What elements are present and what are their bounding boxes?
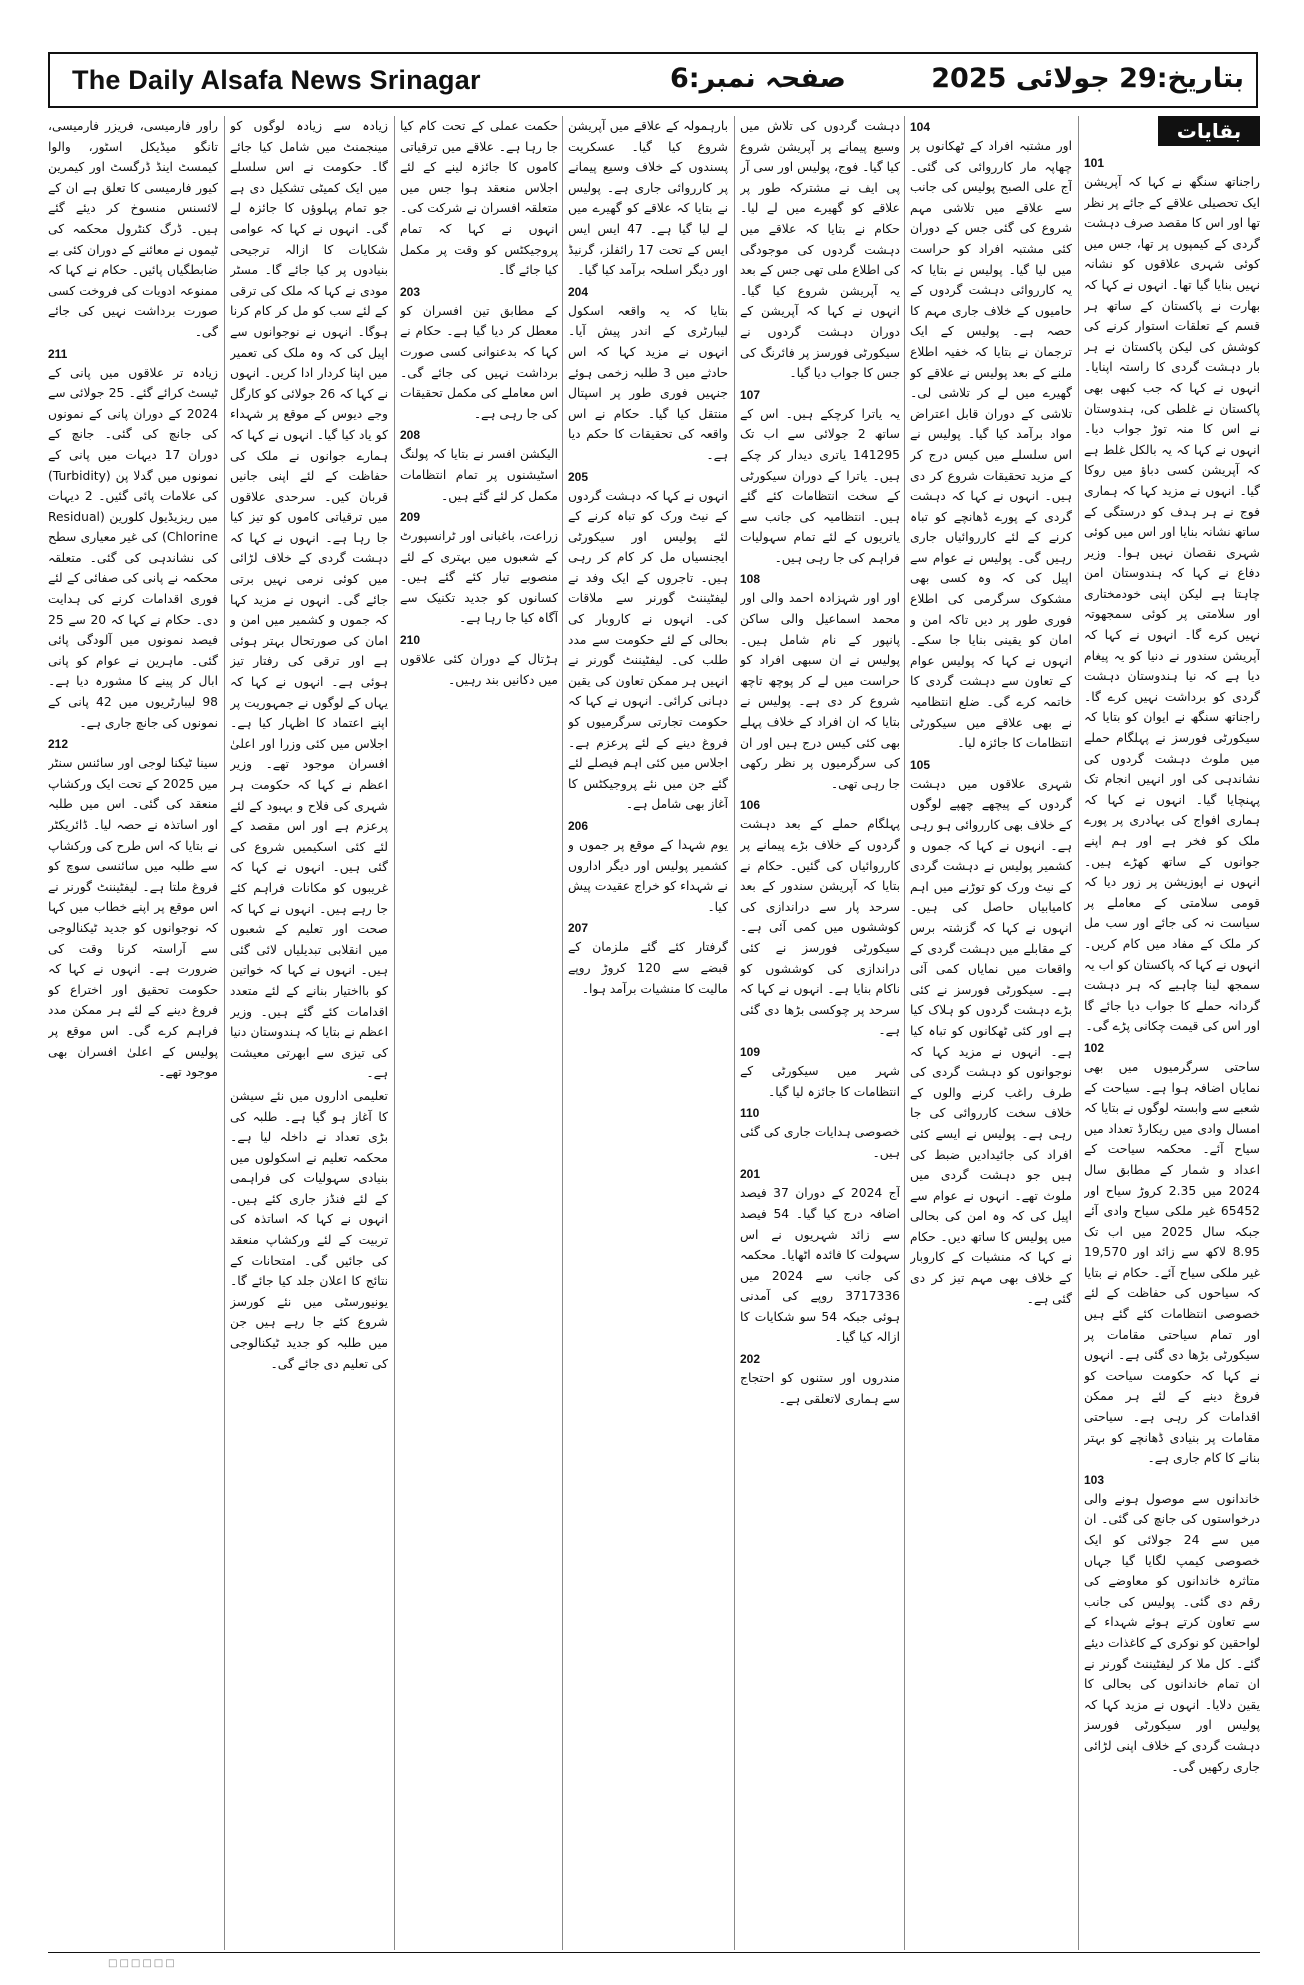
continuation-number: 201 [740, 1167, 761, 1182]
article-text: حکمت عملی کے تحت کام کیا جا رہا ہے۔ علاقے میں ترقیاتی کاموں کا جائزہ لینے کے لئے اجلاس منعقد ہوا جس میں متعلقہ افسران نے شرکت کی۔ انہوں نے کہا کہ تمام پروجیکٹس کو وقت پر مکمل کیا جائے گا۔ [400, 119, 558, 278]
article-text: اور مشتبہ افراد کے ٹھکانوں پر چھاپہ مار کارروائی کی گئی۔ آج علی الصبح پولیس کی جانب سے علاقے میں تلاشی مہم شروع کی گئی جس کے دوران کئی مشتبہ افراد کو حراست میں لیا گیا۔ پولیس نے بتایا کہ یہ کارروائی دہشت گردوں کے حامیوں کے خلاف جاری مہم کا حصہ ہے۔ پولیس کے ایک ترجمان نے بتایا کہ خفیہ اطلاع ملنے کے بعد پولیس نے علاقے کو گھیرے میں لے کر تلاشی لی۔ تلاشی کے دوران قابل اعتراض مواد برآمد کیا گیا۔ پولیس نے اس سلسلے میں کیس درج کر کے مزید تحقیقات شروع کر دی ہیں۔ انہوں نے کہا کہ دہشت گردی کے پورے ڈھانچے کو تباہ کرنے کے لئے کارروائیاں جاری رہیں گی۔ پولیس نے عوام سے اپیل کی کہ وہ کسی بھی مشکوک سرگرمی کی اطلاع فوری طور پر دیں تاکہ امن و امان کو یقینی بنایا جا سکے۔ انہوں نے کہا کہ پولیس عوام کے تعاون سے دہشت گردی کا خاتمہ کرے گی۔ ضلع انتظامیہ نے بھی علاقے میں سیکورٹی انتظامات کا جائزہ لیا۔ [910, 139, 1072, 751]
article-text: یوم شہدا کے موقع پر جموں و کشمیر پولیس اور دیگر اداروں نے شہداء کو خراج عقیدت پیش کیا۔ [568, 838, 728, 914]
issue-date: بتاریخ:29 جولائی 2025 [931, 63, 1244, 94]
article-text: الیکشن افسر نے بتایا کہ پولنگ اسٹیشنوں پر تمام انتظامات مکمل کر لئے گئے ہیں۔ [400, 447, 558, 503]
article-text: انہوں نے کہا کہ دہشت گردوں کے نیٹ ورک کو تباہ کرنے کے لئے پولیس اور سیکورٹی ایجنسیاں مل کر کام کر رہی ہیں۔ تاجروں کے ایک وفد نے لیفٹیننٹ گورنر سے ملاقات کی۔ انہوں نے کاروبار کی بحالی کے لئے حکومت سے مدد طلب کی۔ لیفٹیننٹ گورنر نے انہیں ہر ممکن تعاون کی یقین دہانی کرائی۔ انہوں نے کہا کہ حکومت تجارتی سرگرمیوں کو فروغ دینے کے لئے پرعزم ہے۔ اجلاس میں کئی اہم فیصلے لئے گئے جن میں نئے پروجیکٹس کا آغاز بھی شامل ہے۔ [568, 488, 728, 812]
continuation-number: 204 [568, 284, 589, 299]
continuation-number: 104 [910, 120, 931, 134]
article-columns [48, 116, 1260, 1950]
column-divider [562, 116, 563, 1950]
continuation-number: 207 [568, 921, 589, 936]
continuation-number: 211 [48, 346, 68, 361]
continuation-number: 208 [400, 428, 421, 443]
continuation-number: 101 [1084, 156, 1105, 170]
article-text: خاندانوں سے موصول ہونے والی درخواستوں کی جانچ کی گئی۔ ان میں سے 24 جولائی کو ایک خصوصی کیمپ لگایا گیا جہاں متاثرہ خاندانوں کو معاوضے کی رقم دی گئی۔ پولیس کی جانب سے تعاون کرتے ہوئے شہداء کے لواحقین کو نوکری کے کاغذات دیئے گئے۔ کل ملا کر لیفٹیننٹ گورنر نے ان تمام خاندانوں کی بحالی کا یقین دلایا۔ انہوں نے مزید کہا کہ پولیس اور سیکورٹی فورسز دہشت گردی کے خلاف اپنی لڑائی جاری رکھیں گی۔ [1084, 1491, 1260, 1774]
continuation-number: 105 [910, 757, 931, 772]
continuation-number: 203 [400, 284, 421, 299]
continuation-number: 108 [740, 572, 761, 587]
article-text: ساحتی سرگرمیوں میں بھی نمایاں اضافہ ہوا ہے۔ سیاحت کے شعبے سے وابستہ لوگوں نے بتایا کہ امسال وادی میں ریکارڈ تعداد میں سیاح آئے۔ محکمہ سیاحت کے اعداد و شمار کے مطابق سال 2024 میں 2.35 کروڑ سیاح اور 65452 غیر ملکی سیاح وادی آئے جبکہ سال 2025 میں اب تک 8.95 لاکھ سے زائد اور 19,570 غیر ملکی سیاح آئے۔ حکام نے بتایا کہ سیاحوں کی حفاظت کے لئے خصوصی انتظامات کئے گئے ہیں اور تمام سیاحتی مقامات پر سیکورٹی بڑھا دی گئی ہے۔ انہوں نے کہا کہ حکومت سیاحت کو فروغ دینے کے لئے ہر ممکن اقدامات کر رہی ہے۔ سیاحتی مقامات پر بنیادی ڈھانچے کو بہتر بنانے کا کام جاری ہے۔ [1084, 1059, 1260, 1466]
article-text: کے مطابق تین افسران کو معطل کر دیا گیا ہے۔ حکام نے کہا کہ بدعنوانی کسی صورت برداشت نہیں کی جائے گی۔ اس معاملے کی مکمل تحقیقات کی جا رہی ہے۔ [400, 303, 558, 421]
column-divider [904, 116, 905, 1950]
article-text: زیادہ تر علاقوں میں پانی کے ٹیسٹ کرائے گئے۔ 25 جولائی سے 2024 کے دوران پانی کے نمونوں کی جانچ کی گئی۔ جانچ کے دوران 17 دیہات میں پانی کے نمونوں میں گدلا پن (Turbidity) کی علامات پائی گئیں۔ 2 دیہات میں ریزیڈیول کلورین (Residual Chlorine) کی غیر معیاری سطح کی نشاندہی کی گئی۔ متعلقہ محکمہ نے پانی کی صفائی کے لئے فوری اقدامات کرنے کی ہدایت دی۔ حکام نے کہا کہ 20 سے 25 فیصد نمونوں میں آلودگی پائی گئی۔ ماہرین نے عوام کو پانی ابال کر پینے کا مشورہ دیا ہے۔ 98 لیبارٹریوں میں 42 پانی کے نمونوں کی جانچ جاری ہے۔ [48, 365, 218, 730]
article-text: یہ یاترا کرچکے ہیں۔ اس کے ساتھ 2 جولائی سے اب تک 141295 یاتری دیدار کر چکے ہیں۔ یاترا کے دوران سیکورٹی کے سخت انتظامات کئے گئے ہیں۔ انتظامیہ کی جانب سے یاتریوں کے لئے تمام سہولیات فراہم کی جا رہی ہیں۔ [740, 406, 900, 565]
continuation-number: 206 [568, 819, 589, 833]
article-text: اور اور شہزادہ احمد والی اور محمد اسماعیل والی ساکن پانپور کے نام شامل ہیں۔ پولیس نے ان سبھی افراد کو حراست میں لے کر پوچھ تاچھ شروع کر دی ہے۔ پولیس نے بتایا کہ ان افراد کے خلاف پہلے بھی کئی کیس درج ہیں اور ان کی سرگرمیوں پر نظر رکھی جا رہی تھی۔ [740, 591, 900, 791]
article-text: سینا ٹیکنا لوجی اور سائنس سنٹر میں 2025 کے تحت ایک ورکشاپ منعقد کی گئی۔ اس میں طلبہ اور اساتذہ نے حصہ لیا۔ ڈائریکٹر نے بتایا کہ اس طرح کی ورکشاپ سے طلبہ میں سائنسی سوچ کو فروغ ملتا ہے۔ لیفٹیننٹ گورنر نے اس موقع پر اپنے خطاب میں کہا کہ نوجوانوں کو جدید ٹیکنالوجی سے آراستہ کرنا وقت کی ضرورت ہے۔ انہوں نے کہا کہ حکومت تحقیق اور اختراع کو فروغ دینے کے لئے ہر ممکن مدد فراہم کرے گی۔ اس موقع پر پولیس کے اعلیٰ افسران بھی موجود تھے۔ [48, 756, 218, 1080]
column-4 [568, 116, 728, 1950]
continuation-number: 205 [568, 469, 589, 484]
column-7 [48, 116, 218, 1950]
column-divider [734, 116, 735, 1950]
continuation-number: 110 [740, 1106, 760, 1121]
continuation-number: 109 [740, 1044, 761, 1059]
continuation-number: 107 [740, 387, 761, 402]
article-text: شہری علاقوں میں دہشت گردوں کے پیچھے چھپے لوگوں کے خلاف بھی کارروائی ہو رہی ہے۔ انہوں نے کہا کہ جموں و کشمیر پولیس نے دہشت گردی کے نیٹ ورک کو توڑنے میں اہم کامیابیاں حاصل کی ہیں۔ انہوں نے کہا کہ گزشتہ برس کے مقابلے میں دہشت گردی کے واقعات میں نمایاں کمی آئی ہے۔ سیکورٹی فورسز نے کئی بڑے دہشت گردوں کو ہلاک کیا ہے اور کئی ٹھکانوں کو تباہ کیا ہے۔ انہوں نے مزید کہا کہ نوجوانوں کو دہشت گردی کی طرف راغب کرنے والوں کے خلاف سخت کارروائی کی جا رہی ہے۔ پولیس نے ایسے کئی افراد کی جائیدادیں ضبط کی ہیں جو دہشت گردی میں ملوث تھے۔ انہوں نے عوام سے اپیل کی کہ وہ امن کی بحالی میں پولیس کا ساتھ دیں۔ حکام نے کہا کہ منشیات کے کاروبار کے خلاف بھی مہم تیز کر دی گئی ہے۔ [910, 776, 1072, 1306]
column-5 [400, 116, 558, 1950]
column-6 [230, 116, 388, 1950]
article-text: زراعت، باغبانی اور ٹرانسپورٹ کے شعبوں میں بہتری کے لئے منصوبے تیار کئے گئے ہیں۔ کسانوں کو جدید تکنیک سے آگاہ کیا جا رہا ہے۔ [400, 529, 558, 626]
column-divider [224, 116, 225, 1950]
article-text: تعلیمی اداروں میں نئے سیشن کا آغاز ہو گیا ہے۔ طلبہ کی بڑی تعداد نے داخلہ لیا ہے۔ محکمہ تعلیم نے اسکولوں میں بنیادی سہولیات کی فراہمی کے لئے فنڈز جاری کئے ہیں۔ انہوں نے کہا کہ اساتذہ کی تربیت کے لئے ورکشاپ منعقد کی جائیں گی۔ امتحانات کے نتائج کا اعلان جلد کیا جائے گا۔ یونیورسٹی میں نئے کورسز شروع کئے جا رہے ہیں جن میں طلبہ کو جدید ٹیکنالوجی کی تعلیم دی جائے گی۔ [230, 1088, 388, 1371]
article-text: راور فارمیسی، فریزر فارمیسی، تانگو میڈیکل اسٹور، والوا کیمسٹ اینڈ ڈرگسٹ اور کیمرین کیور فارمیسی کا تعلق ہے ان کے لائسنس منسوخ کر دیئے گئے ہیں۔ ڈرگ کنٹرول محکمہ کی ٹیموں نے معائنے کے دوران کئی بے ضابطگیاں پائیں۔ حکام نے کہا کہ ممنوعہ ادویات کی فروخت کسی صورت برداشت نہیں کی جائے گی۔ [48, 119, 218, 339]
continuation-number: 210 [400, 633, 421, 648]
column-1 [1084, 116, 1260, 1950]
section-heading: بقایات [1158, 116, 1260, 146]
column-3 [740, 116, 900, 1950]
article-text: خصوصی ہدایات جاری کی گئی ہیں۔ [740, 1125, 900, 1160]
newspaper-name: The Daily Alsafa News Srinagar [72, 65, 481, 95]
footer-rule [48, 1952, 1260, 1953]
masthead [48, 52, 1258, 108]
continuation-number: 212 [48, 737, 69, 752]
continuation-number: 103 [1084, 1472, 1105, 1487]
continuation-number: 102 [1084, 1040, 1105, 1055]
newspaper-page [48, 52, 1260, 1969]
article-text: دہشت گردوں کی تلاش میں وسیع پیمانے پر آپریشن شروع کیا گیا۔ فوج، پولیس اور سی آر پی ایف نے مشترکہ طور پر علاقے کو گھیرے میں لے لیا۔ حکام نے بتایا کہ علاقے میں دہشت گردوں کی موجودگی کی اطلاع ملی تھی جس کے بعد یہ آپریشن شروع کیا گیا۔ انہوں نے کہا کہ آپریشن کے دوران دہشت گردوں نے سیکورٹی فورسز پر فائرنگ کی جس کا جواب دیا گیا۔ [740, 119, 900, 381]
article-text: گرفتار کئے گئے ملزمان کے قبضے سے 120 کروڑ روپے مالیت کا منشیات برآمد ہوا۔ [568, 940, 728, 996]
footer-mark: □□□□□□ [108, 1958, 177, 1969]
page-number: صفحہ نمبر:6 [670, 63, 846, 94]
column-2 [910, 116, 1072, 1950]
column-divider [1078, 116, 1079, 1950]
column-divider [394, 116, 395, 1950]
article-text: مندروں اور ستنوں کو احتجاج سے ہماری لاتعلقی ہے۔ [740, 1371, 900, 1406]
article-text: زیادہ سے زیادہ لوگوں کو مینجمنٹ میں شامل کیا جائے گا۔ حکومت نے اس سلسلے میں ایک کمیٹی تشکیل دی ہے جو تمام پہلوؤں کا جائزہ لے گی۔ انہوں نے کہا کہ عوامی شکایات کا ازالہ ترجیحی بنیادوں پر کیا جائے گا۔ مسٹر مودی نے کہا کہ ملک کی ترقی کے لئے سب کو مل کر کام کرنا ہوگا۔ انہوں نے نوجوانوں سے اپیل کی کہ وہ ملک کی تعمیر میں اپنا کردار ادا کریں۔ انہوں نے کہا کہ 26 جولائی کو کارگل وجے دیوس کے موقع پر شہداء کو یاد کیا گیا۔ انہوں نے کہا کہ ہمارے جوانوں نے ملک کی حفاظت کے لئے اپنی جانیں قربان کیں۔ سرحدی علاقوں میں ترقیاتی کاموں کو تیز کیا جا رہا ہے۔ انہوں نے کہا کہ دہشت گردی کے خلاف لڑائی میں کوئی نرمی نہیں برتی جائے گی۔ انہوں نے مزید کہا کہ جموں و کشمیر میں امن و امان کی صورتحال بہتر ہوئی ہے اور ترقی کی رفتار تیز ہوئی ہے۔ انہوں نے کہا کہ یہاں کے لوگوں نے جمہوریت پر اپنے اعتماد کا اظہار کیا ہے۔ اجلاس میں کئی وزرا اور اعلیٰ افسران موجود تھے۔ وزیر اعظم نے کہا کہ حکومت ہر شہری کی فلاح و بہبود کے لئے پرعزم ہے اور اس مقصد کے لئے کئی اسکیمیں شروع کی گئی ہیں۔ انہوں نے کہا کہ غریبوں کو مکانات فراہم کئے جا رہے ہیں۔ انہوں نے کہا کہ صحت اور تعلیم کے شعبوں میں انقلابی تبدیلیاں لائی گئی ہیں۔ انہوں نے کہا کہ خواتین کو بااختیار بنانے کے لئے متعدد اقدامات کئے گئے ہیں۔ وزیر اعظم نے بتایا کہ ہندوستان دنیا کی تیزی سے ابھرتی معیشت ہے۔ [230, 119, 388, 1081]
article-text: آج 2024 کے دوران 37 فیصد اضافہ درج کیا گیا۔ 54 فیصد سے زائد شہریوں نے اس سہولت کا فائدہ اٹھایا۔ محکمہ کی جانب سے 2024 میں 3717336 روپے کی آمدنی ہوئی جبکہ 54 سو شکایات کا ازالہ کیا گیا۔ [740, 1186, 900, 1345]
article-text: شہر میں سیکورٹی کے انتظامات کا جائزہ لیا گیا۔ [740, 1063, 900, 1099]
continuation-number: 106 [740, 798, 761, 813]
article-text: ہڑتال کے دوران کئی علاقوں میں دکانیں بند رہیں۔ [400, 652, 558, 687]
article-text: پہلگام حملے کے بعد دہشت گردوں کے خلاف بڑے پیمانے پر کارروائیاں کی گئیں۔ حکام نے بتایا کہ آپریشن سندور کے بعد سرحد پار سے دراندازی کی کوششوں میں کمی آئی ہے۔ سیکورٹی فورسز نے کئی دراندازی کی کوششوں کو ناکام بنایا ہے۔ انہوں نے کہا کہ سرحد پر چوکسی بڑھا دی گئی ہے۔ [740, 817, 900, 1038]
article-text: بتایا کہ یہ واقعہ اسکول لیبارٹری کے اندر پیش آیا۔ انہوں نے مزید کہا کہ اس حادثے میں 3 طلبہ زخمی ہوئے جنہیں فوری طور پر اسپتال منتقل کیا گیا۔ حکام نے اس واقعہ کی تحقیقات کا حکم دیا ہے۔ [568, 303, 728, 462]
article-text: بارہمولہ کے علاقے میں آپریشن شروع کیا گیا۔ عسکریت پسندوں کے خلاف وسیع پیمانے پر کارروائی جاری ہے۔ پولیس نے بتایا کہ علاقے کو گھیرے میں لے لیا گیا ہے۔ 47 ایس ایس ایس کے تحت 17 رائفلز، گرنیڈ اور دیگر اسلحہ برآمد کیا گیا۔ [568, 119, 728, 278]
continuation-number: 202 [740, 1352, 761, 1367]
continuation-number: 209 [400, 510, 421, 525]
article-text: راجناتھ سنگھ نے کہا کہ آپریشن ایک تحصیلی علاقے کے جائے پر نظر تھا اور اس کا مقصد صرف دہشت گردی کے کیمپوں پر تھا، جس میں کوئی شہری علاقوں کو نشانہ نہیں بنایا گیا تھا۔ انہوں نے کہا کہ بھارت نے پاکستان کے ساتھ ہر قسم کے تعلقات استوار کرنے کی کوشش کی لیکن پاکستان نے ہر بار دہشت گردی کا راستہ اپنایا۔ انہوں نے کہا کہ جب کبھی بھی پاکستان نے غلطی کی، ہندوستان نے اس کا منہ توڑ جواب دیا۔ انہوں نے کہا کہ یہ بالکل غلط ہے کہ آپریشن کسی دباؤ میں روکا گیا۔ انہوں نے مزید کہا کہ ہماری فوج نے ہر ہدف کو درستگی کے ساتھ نشانہ بنایا اور اس میں کوئی شہری نقصان نہیں ہوا۔ وزیر دفاع نے کہا کہ ہندوستان امن چاہتا ہے لیکن اپنی خودمختاری اور سلامتی پر کوئی سمجھوتہ نہیں کرے گا۔ انہوں نے کہا کہ آپریشن سندور نے دنیا کو یہ پیغام دیا ہے کہ نیا ہندوستان دہشت گردی کو برداشت نہیں کرے گا۔ راجناتھ سنگھ نے ایوان کو بتایا کہ سیکورٹی فورسز نے پہلگام حملے میں ملوث دہشت گردوں کی نشاندہی کی اور انہیں انجام تک پہنچایا گیا۔ انہوں نے کہا کہ ہماری افواج کی بہادری پر پورے ملک کو فخر ہے اور ہم اپنے جوانوں کے ساتھ کھڑے ہیں۔ انہوں نے اپوزیشن پر زور دیا کہ قومی سلامتی کے معاملے پر سیاست نہ کی جائے اور سب مل کر ملک کے مفاد میں کام کریں۔ انہوں نے کہا کہ پاکستان کو اب یہ سمجھ لینا چاہیے کہ ہر دہشت گردانہ حملے کا جواب دیا جائے گا اور اس کی قیمت چکانی پڑے گی۔ [1084, 175, 1260, 1034]
